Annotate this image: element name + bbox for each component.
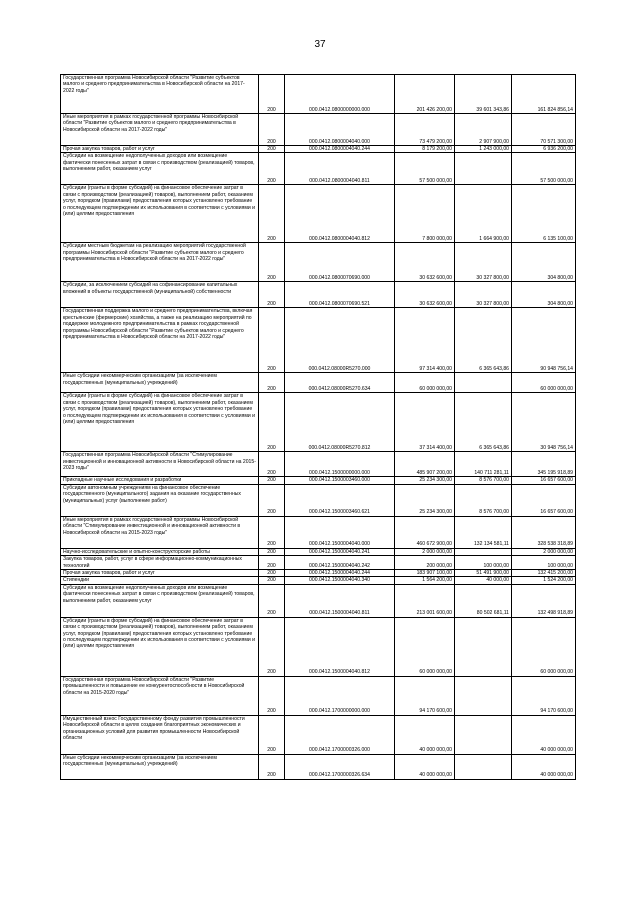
row-name-cell: Субсидии автономным учреждениям на финансовое обеспечение государственного (муниципального) задания на оказание государственных (муниципальных) услуг (выполнение работ) xyxy=(61,484,259,516)
row-rest-cell: 94 170 600,00 xyxy=(512,676,576,715)
table-row xyxy=(61,584,576,617)
row-code-cell: 200 xyxy=(259,114,285,146)
row-rest-cell: 57 500 000,00 xyxy=(512,153,576,185)
table-row xyxy=(61,185,576,243)
row-code-cell: 200 xyxy=(259,516,285,548)
row-total-cell: 60 000 000,00 xyxy=(395,617,455,676)
row-rest-cell: 328 538 318,89 xyxy=(512,516,576,548)
row-total-cell: 460 672 900,00 xyxy=(395,516,455,548)
row-name-cell: Субсидии местным бюджетам на реализацию мероприятий государственной программы Новосибирской области "Развитие субъектов малого и среднего предпринимательства в Новосибирской области на 2017-2022 годы" xyxy=(61,243,259,282)
row-name-cell: Иные субсидии некоммерческим организациям (за исключением государственных (муниципальных) учреждений) xyxy=(61,754,259,779)
row-code-cell: 200 xyxy=(259,282,285,308)
table-row xyxy=(61,452,576,477)
row-code-cell: 200 xyxy=(259,477,285,484)
row-name-cell: Имущественный взнос Государственному фонду развития промышленности Новосибирской области в целях создания благоприятных экономических и организационных условий для развития промышленности Новосибирской области xyxy=(61,715,259,754)
table-row xyxy=(61,516,576,548)
row-rest-cell: 60 000 000,00 xyxy=(512,373,576,393)
row-rest-cell: 1 524 200,00 xyxy=(512,577,576,584)
row-total-cell: 1 564 200,00 xyxy=(395,577,455,584)
row-rest-cell: 304 800,00 xyxy=(512,282,576,308)
row-name-cell: Иные мероприятия в рамках государственной программы Новосибирской области "Стимулирование инвестиционной и инновационной активности в Новосибирской области на 2015-2023 годы" xyxy=(61,516,259,548)
table-row xyxy=(61,577,576,584)
row-rest-cell: 40 000 000,00 xyxy=(512,715,576,754)
row-rest-cell: 100 000,00 xyxy=(512,556,576,570)
row-csr-cell: 000.0412.1500004040.811 xyxy=(285,584,395,617)
table-row xyxy=(61,570,576,577)
row-total-cell: 97 314 400,00 xyxy=(395,308,455,373)
row-csr-cell: 000.0412.1500004040.812 xyxy=(285,617,395,676)
row-cash-cell: 8 576 700,00 xyxy=(455,484,512,516)
table-row xyxy=(61,243,576,282)
row-csr-cell: 000.0412.1500000000.000 xyxy=(285,452,395,477)
row-cash-cell: 1 243 000,00 xyxy=(455,146,512,153)
row-csr-cell: 000.0412.1700000326.000 xyxy=(285,715,395,754)
table-row xyxy=(61,146,576,153)
row-rest-cell: 6 135 100,00 xyxy=(512,185,576,243)
row-csr-cell: 000.0412.1500003460.000 xyxy=(285,477,395,484)
row-rest-cell: 132 498 918,89 xyxy=(512,584,576,617)
table-row xyxy=(61,153,576,185)
row-total-cell: 2 000 000,00 xyxy=(395,548,455,555)
row-total-cell: 40 000 000,00 xyxy=(395,754,455,779)
table-row xyxy=(61,373,576,393)
row-cash-cell: 6 365 643,86 xyxy=(455,308,512,373)
row-name-cell: Субсидии на возмещение недополученных доходов или возмещение фактически понесенных затрат в связи с производством (реализацией) товаров, выполнением работ, оказанием услуг xyxy=(61,153,259,185)
row-rest-cell: 161 824 856,14 xyxy=(512,75,576,114)
row-cash-cell: 1 664 900,00 xyxy=(455,185,512,243)
table-row xyxy=(61,548,576,555)
row-cash-cell: 30 327 800,00 xyxy=(455,282,512,308)
row-total-cell: 73 479 200,00 xyxy=(395,114,455,146)
row-rest-cell: 30 948 756,14 xyxy=(512,393,576,452)
row-code-cell: 200 xyxy=(259,570,285,577)
row-name-cell: Прикладные научные исследования и разработки xyxy=(61,477,259,484)
row-total-cell: 30 632 600,00 xyxy=(395,243,455,282)
row-csr-cell: 000.0412.0800004040.811 xyxy=(285,153,395,185)
row-total-cell: 7 800 000,00 xyxy=(395,185,455,243)
row-name-cell: Государственная программа Новосибирской области "Стимулирование инвестиционной и инновационной активности в Новосибирской области на 2015-2023 годы" xyxy=(61,452,259,477)
row-total-cell: 60 000 000,00 xyxy=(395,373,455,393)
row-code-cell: 200 xyxy=(259,75,285,114)
table-row xyxy=(61,75,576,114)
table-row xyxy=(61,282,576,308)
row-rest-cell: 6 936 200,00 xyxy=(512,146,576,153)
row-cash-cell xyxy=(455,754,512,779)
row-code-cell: 200 xyxy=(259,584,285,617)
row-cash-cell xyxy=(455,676,512,715)
row-rest-cell: 90 948 756,14 xyxy=(512,308,576,373)
row-cash-cell xyxy=(455,153,512,185)
row-rest-cell: 70 571 300,00 xyxy=(512,114,576,146)
row-csr-cell: 000.0412.1500004040.000 xyxy=(285,516,395,548)
row-name-cell: Иные субсидии некоммерческим организациям (за исключением государственных (муниципальных) учреждений) xyxy=(61,373,259,393)
row-total-cell: 25 234 300,00 xyxy=(395,484,455,516)
row-name-cell: Субсидии на возмещение недополученных доходов или возмещение фактически понесенных затрат в связи с производством (реализацией) товаров, выполнением работ, оказанием услуг xyxy=(61,584,259,617)
table-row xyxy=(61,754,576,779)
row-name-cell: Стипендии xyxy=(61,577,259,584)
row-cash-cell: 132 134 581,11 xyxy=(455,516,512,548)
row-total-cell: 30 632 600,00 xyxy=(395,282,455,308)
row-name-cell: Иные мероприятия в рамках государственной программы Новосибирской области "Развитие субъектов малого и среднего предпринимательства в Новосибирской области на 2017-2022 годы" xyxy=(61,114,259,146)
row-csr-cell: 000.0412.1700000000.000 xyxy=(285,676,395,715)
row-name-cell: Субсидии, за исключением субсидий на софинансирование капитальных вложений в объекты государственной (муниципальной) собственности xyxy=(61,282,259,308)
table-row xyxy=(61,114,576,146)
row-total-cell: 200 000,00 xyxy=(395,556,455,570)
table-row xyxy=(61,393,576,452)
row-name-cell: Научно-исследовательские и опытно-конструкторские работы xyxy=(61,548,259,555)
row-total-cell: 37 314 400,00 xyxy=(395,393,455,452)
row-total-cell: 201 426 200,00 xyxy=(395,75,455,114)
row-code-cell: 200 xyxy=(259,185,285,243)
page-number: 37 xyxy=(314,39,326,50)
row-csr-cell: 000.0412.1500003460.621 xyxy=(285,484,395,516)
row-name-cell: Закупка товаров, работ, услуг в сфере информационно-коммуникационных технологий xyxy=(61,556,259,570)
row-rest-cell: 16 657 600,00 xyxy=(512,484,576,516)
row-csr-cell: 000.0412.0800004040.000 xyxy=(285,114,395,146)
row-cash-cell: 100 000,00 xyxy=(455,556,512,570)
row-total-cell: 213 001 600,00 xyxy=(395,584,455,617)
row-cash-cell xyxy=(455,548,512,555)
row-code-cell: 200 xyxy=(259,146,285,153)
row-name-cell: Прочая закупка товаров, работ и услуг xyxy=(61,146,259,153)
row-name-cell: Субсидии (гранты в форме субсидий) на финансовое обеспечение затрат в связи с производством (реализацией) товаров), выполнением работ, оказанием услуг, порядком (правилами) предоставления которых установлено требование о последующем подтверждении их использования в соответствии с условиями и (или) целями предоставления xyxy=(61,617,259,676)
row-code-cell: 200 xyxy=(259,484,285,516)
row-code-cell: 200 xyxy=(259,556,285,570)
row-csr-cell: 000.0412.0800070690.521 xyxy=(285,282,395,308)
row-csr-cell: 000.0412.1500004040.340 xyxy=(285,577,395,584)
row-name-cell: Государственная поддержка малого и среднего предпринимательства, включая крестьянские (фермерские) хозяйства, а также на реализацию мероприятий по поддержке молодежного предпринимательства в рамках государственной программы Новосибирской области "Развитие субъектов малого и среднего предпринимательства в Новосибирской области на 2017-2022 годы" xyxy=(61,308,259,373)
table-row xyxy=(61,715,576,754)
row-cash-cell: 39 601 343,86 xyxy=(455,75,512,114)
row-rest-cell: 132 415 200,00 xyxy=(512,570,576,577)
row-csr-cell: 000.0412.08000R5270.000 xyxy=(285,308,395,373)
table-row xyxy=(61,308,576,373)
table-row xyxy=(61,676,576,715)
row-code-cell: 200 xyxy=(259,754,285,779)
row-total-cell: 57 500 000,00 xyxy=(395,153,455,185)
row-csr-cell: 000.0412.0800004040.812 xyxy=(285,185,395,243)
row-rest-cell: 16 657 600,00 xyxy=(512,477,576,484)
row-code-cell: 200 xyxy=(259,676,285,715)
table-row xyxy=(61,477,576,484)
row-cash-cell: 80 502 681,11 xyxy=(455,584,512,617)
row-csr-cell: 000.0412.1500004040.241 xyxy=(285,548,395,555)
row-cash-cell xyxy=(455,373,512,393)
row-csr-cell: 000.0412.08000R5270.812 xyxy=(285,393,395,452)
row-code-cell: 200 xyxy=(259,153,285,185)
row-total-cell: 485 907 200,00 xyxy=(395,452,455,477)
row-name-cell: Прочая закупка товаров, работ и услуг xyxy=(61,570,259,577)
row-cash-cell: 6 365 643,86 xyxy=(455,393,512,452)
row-cash-cell: 30 327 800,00 xyxy=(455,243,512,282)
row-cash-cell: 140 711 281,11 xyxy=(455,452,512,477)
row-code-cell: 200 xyxy=(259,243,285,282)
row-cash-cell: 40 000,00 xyxy=(455,577,512,584)
row-name-cell: Государственная программа Новосибирской области "Развитие промышленности и повышение ее конкурентоспособности в Новосибирской области на 2015-2020 годы" xyxy=(61,676,259,715)
row-rest-cell: 345 195 918,89 xyxy=(512,452,576,477)
row-rest-cell: 304 800,00 xyxy=(512,243,576,282)
row-cash-cell: 2 907 900,00 xyxy=(455,114,512,146)
row-csr-cell: 000.0412.08000R5270.634 xyxy=(285,373,395,393)
row-total-cell: 183 907 100,00 xyxy=(395,570,455,577)
row-code-cell: 200 xyxy=(259,452,285,477)
row-code-cell: 200 xyxy=(259,393,285,452)
row-cash-cell: 51 491 900,00 xyxy=(455,570,512,577)
row-csr-cell: 000.0412.1700000326.634 xyxy=(285,754,395,779)
row-code-cell: 200 xyxy=(259,308,285,373)
row-total-cell: 40 000 000,00 xyxy=(395,715,455,754)
row-code-cell: 200 xyxy=(259,617,285,676)
row-csr-cell: 000.0412.1500004040.244 xyxy=(285,570,395,577)
row-code-cell: 200 xyxy=(259,715,285,754)
row-cash-cell xyxy=(455,715,512,754)
table-row xyxy=(61,484,576,516)
row-total-cell: 94 170 600,00 xyxy=(395,676,455,715)
budget-execution-table xyxy=(60,74,576,780)
row-rest-cell: 2 000 000,00 xyxy=(512,548,576,555)
row-rest-cell: 40 000 000,00 xyxy=(512,754,576,779)
row-name-cell: Субсидии (гранты в форме субсидий) на финансовое обеспечение затрат в связи с производством (реализацией) товаров), выполнением работ, оказанием услуг, порядком (правилами) предоставления которых установлено требование о последующем подтверждении их использования в соответствии с условиями и (или) целями предоставления xyxy=(61,393,259,452)
row-csr-cell: 000.0412.0800070690.000 xyxy=(285,243,395,282)
row-name-cell: Субсидии (гранты в форме субсидий) на финансовое обеспечение затрат в связи с производством (реализацией) товаров), выполнением работ, оказанием услуг, порядком (правилами) предоставления которых установлено требование о последующем подтверждении их использования в соответствии с условиями и (или) целями предоставления xyxy=(61,185,259,243)
table-row xyxy=(61,617,576,676)
row-csr-cell: 000.0412.1500004040.242 xyxy=(285,556,395,570)
row-csr-cell: 000.0412.0800004040.244 xyxy=(285,146,395,153)
row-name-cell: Государственная программа Новосибирской области "Развитие субъектов малого и среднего предпринимательства в Новосибирской области на 2017-2022 годы" xyxy=(61,75,259,114)
row-rest-cell: 60 000 000,00 xyxy=(512,617,576,676)
row-total-cell: 25 234 300,00 xyxy=(395,477,455,484)
row-cash-cell xyxy=(455,617,512,676)
row-code-cell: 200 xyxy=(259,373,285,393)
row-csr-cell: 000.0412.0800000000.000 xyxy=(285,75,395,114)
table-row xyxy=(61,556,576,570)
row-code-cell: 200 xyxy=(259,548,285,555)
row-code-cell: 200 xyxy=(259,577,285,584)
row-total-cell: 8 179 200,00 xyxy=(395,146,455,153)
row-cash-cell: 8 576 700,00 xyxy=(455,477,512,484)
